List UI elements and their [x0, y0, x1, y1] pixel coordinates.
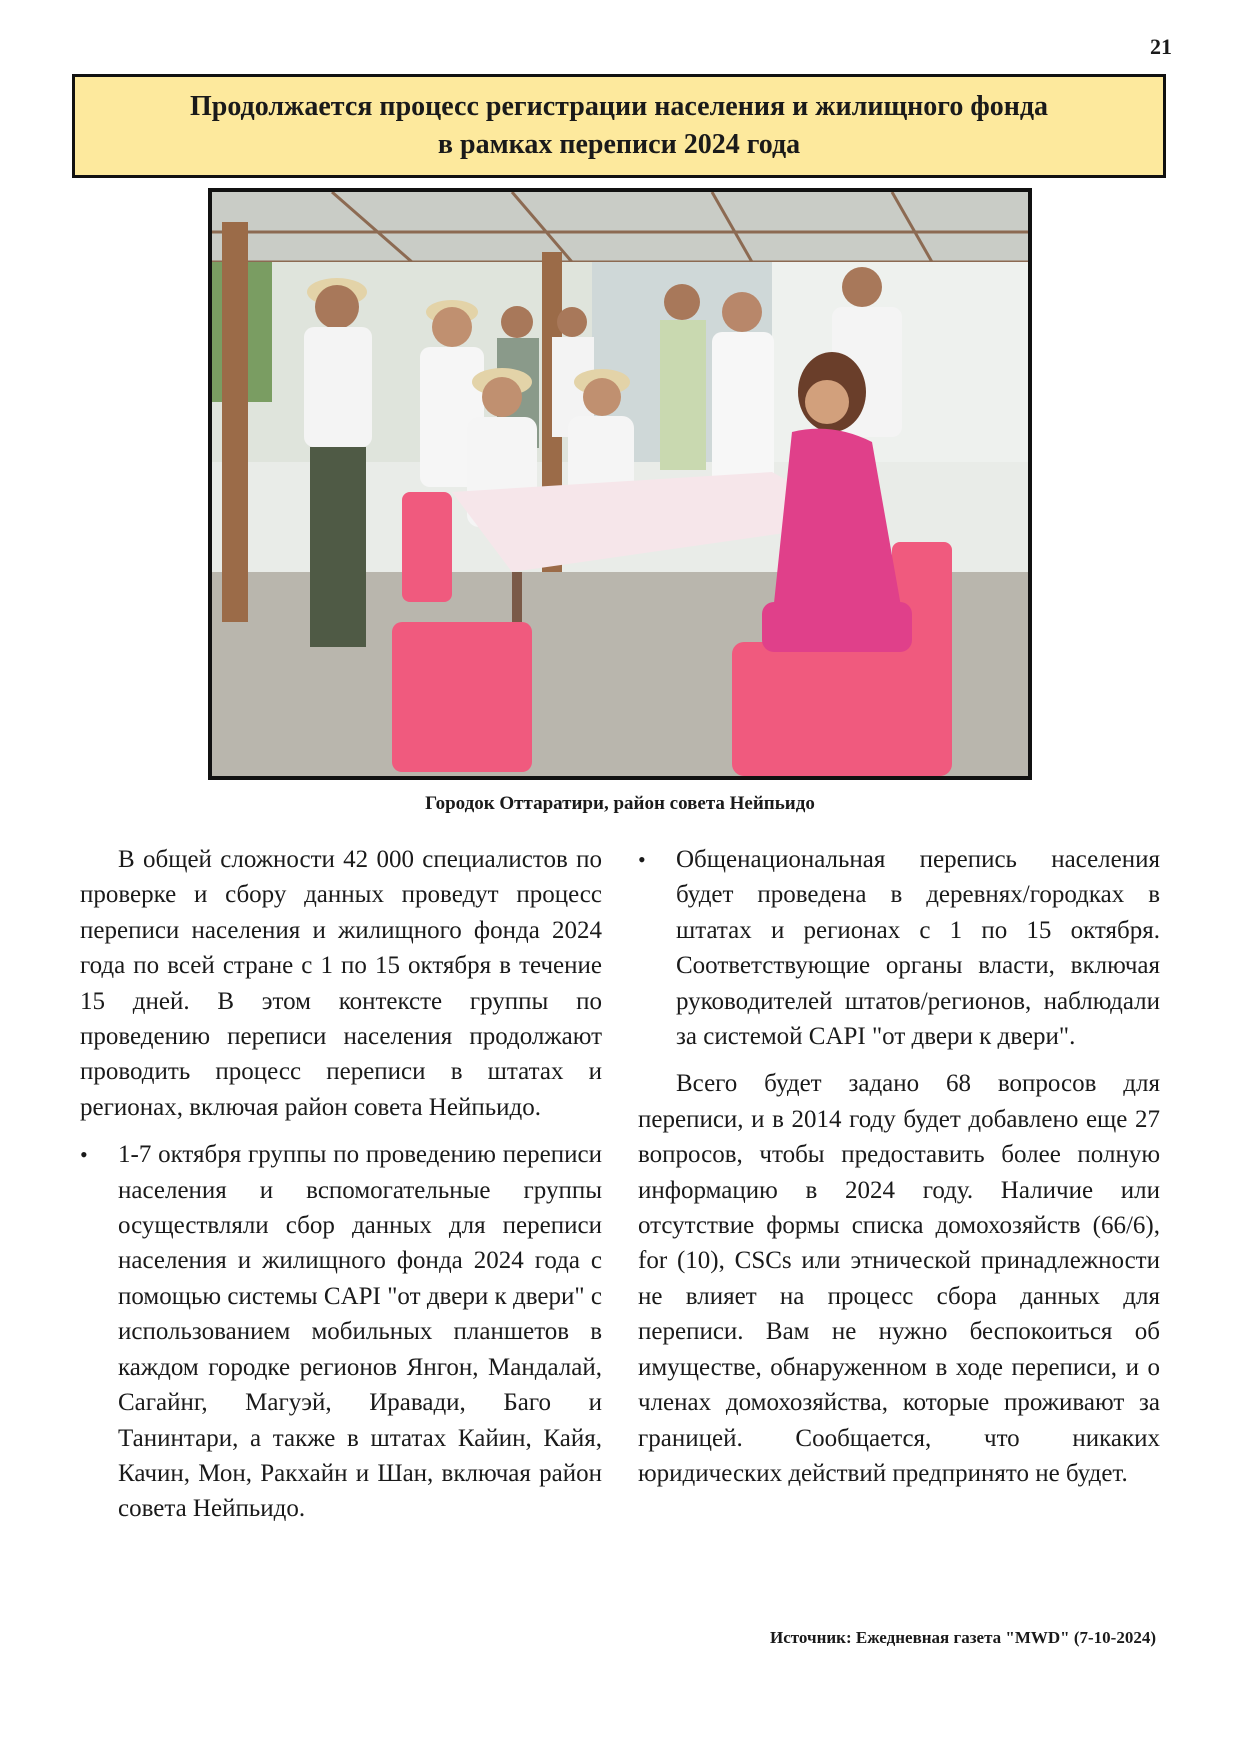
- source-note: Источник: Ежедневная газета "MWD" (7-10-2024): [770, 1628, 1156, 1647]
- left-column: [80, 842, 602, 1539]
- page-number: 21: [1150, 34, 1172, 59]
- title-line-1: Продолжается процесс регистрации населения и жилищного фонда: [189, 91, 1048, 122]
- paragraph-questions: Всего будет задано 68 вопросов для переписи, и в 2014 году будет добавлено еще 27 вопросов, чтобы предоставить более полную информацию в 2024 году. Наличие или отсутствие формы списка домохозяйств (66/6), for (10), CSCs или этнической принадлежности не влияет на процесс сбора данных для переписи. Вам не нужно беспокоиться об имуществе, обнаруженном в ходе переписи, и о членах домохозяйства, которые проживают за границей. Сообщается, что никаких юридических действий предпринято не будет.: [638, 1070, 1160, 1487]
- canopy-roof: [212, 192, 1028, 262]
- bullet-list-right: [638, 842, 1160, 1054]
- photo-caption: Городок Оттаратири, район совета Нейпьидо: [425, 793, 815, 814]
- paragraph-intro: В общей сложности 42 000 специалистов по проверке и сбору данных проведут процесс переписи населения и жилищного фонда 2024 года по всей стране с 1 по 15 октября в течение 15 дней. В этом контексте группы по проведению переписи населения продолжают проводить процесс переписи в штатах и регионах, включая район совета Нейпьидо.: [80, 846, 602, 1121]
- article-photo: [208, 188, 1032, 780]
- wooden-post: [222, 222, 248, 622]
- bullet-item: • Общенациональная перепись населения будет проведена в деревнях/городках в штатах и регионах с 1 по 15 октября. Соответствующие органы власти, включая руководителей штатов/регионов, наблюдали за системой CAPI "от двери к двери".: [638, 842, 1160, 1054]
- title-line-2: в рамках переписи 2024 года: [437, 129, 801, 160]
- right-column: [638, 842, 1160, 1503]
- bullet-list-left: [80, 1137, 602, 1526]
- bullet-item: • 1-7 октября группы по проведению переписи населения и вспомогательные группы осуществляли сбор данных для переписи населения и жилищного фонда 2024 года с помощью системы CAPI "от двери к двери" с использованием мобильных планшетов в каждом городке регионов Янгон, Мандалай, Сагайнг, Магуэй, Иравади, Баго и Танинтари, а также в штатах Кайин, Кайя, Качин, Мон, Ракхайн и Шан, включая район совета Нейпьидо.: [80, 1137, 602, 1526]
- photo-illustration: [212, 192, 1028, 776]
- article-title: [72, 74, 1166, 178]
